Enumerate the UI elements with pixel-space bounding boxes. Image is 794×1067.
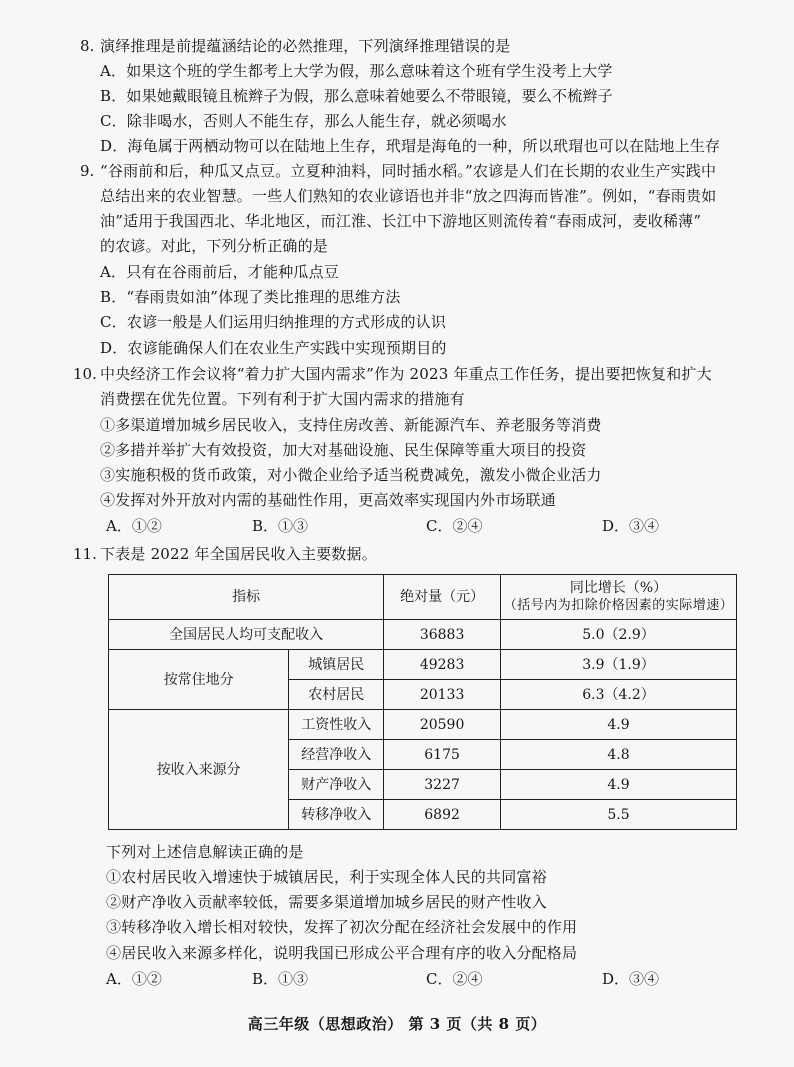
question-stem-line: 中央经济工作会议将“着力扩大国内需求”作为 2023 年重点工作任务，提出要把恢复和扩大 <box>100 365 712 383</box>
statement-1: ①农村居民收入增速快于城镇居民，利于实现全体人民的共同富裕 <box>106 868 547 886</box>
row-growth: 4.8 <box>500 740 736 770</box>
row-value: 20590 <box>384 710 501 740</box>
question-number: 9. <box>80 162 95 180</box>
row-value: 36883 <box>384 620 501 650</box>
row-growth: 4.9 <box>500 770 736 800</box>
row-growth: 3.9（1.9） <box>500 650 736 680</box>
statement-3: ③实施积极的货币政策，对小微企业给予适当税费减免，激发小微企业活力 <box>100 466 602 484</box>
page-footer: 高三年级（思想政治） 第 3 页（共 8 页） <box>247 1015 547 1033</box>
question-stem-line: 油”适用于我国西北、华北地区，而江淮、长江中下游地区则流传着“春雨成河，麦收稀薄” <box>100 212 702 230</box>
row-value: 6892 <box>384 800 501 830</box>
header-indicator: 指标 <box>109 575 384 620</box>
answer-choices <box>100 969 660 989</box>
income-table <box>108 574 737 830</box>
statement-1: ①多渠道增加城乡居民收入，支持住房改善、新能源汽车、养老服务等消费 <box>100 416 602 434</box>
group-label: 按常住地分 <box>109 650 289 710</box>
choice-b: B．①③ <box>252 970 309 988</box>
row-value: 49283 <box>384 650 501 680</box>
statement-4: ④居民收入来源多样化，说明我国已形成公平合理有序的收入分配格局 <box>106 944 578 962</box>
choice-c: C．②④ <box>426 970 483 988</box>
question-stem-line: 的农谚。对此，下列分析正确的是 <box>100 237 329 255</box>
header-growth-title: 同比增长（%） <box>569 580 668 596</box>
option-d: D．农谚能确保人们在农业生产实践中实现预期目的 <box>100 339 447 357</box>
choice-c: C．②④ <box>426 517 483 535</box>
question-number: 8. <box>80 37 95 55</box>
choice-b: B．①③ <box>252 517 309 535</box>
statement-3: ③转移净收入增长相对较快，发挥了初次分配在经济社会发展中的作用 <box>106 918 578 936</box>
row-growth: 4.9 <box>500 710 736 740</box>
header-absolute: 绝对量（元） <box>384 575 501 620</box>
statement-4: ④发挥对外开放对内需的基础性作用，更高效率实现国内外市场联通 <box>100 491 557 509</box>
table-header-row <box>109 575 737 620</box>
table-row <box>109 710 737 740</box>
header-growth-note: （括号内为扣除价格因素的实际增速） <box>503 598 734 613</box>
statement-2: ②财产净收入贡献率较低，需要多渠道增加城乡居民的财产性收入 <box>106 893 547 911</box>
option-a: A．如果这个班的学生都考上大学为假，那么意味着这个班有学生没考上大学 <box>100 62 613 80</box>
row-label: 工资性收入 <box>289 710 384 740</box>
row-value: 20133 <box>384 680 501 710</box>
row-label: 城镇居民 <box>289 650 384 680</box>
choice-a: A．①② <box>106 517 162 535</box>
group-label: 按收入来源分 <box>109 710 289 830</box>
row-value: 3227 <box>384 770 501 800</box>
row-label: 财产净收入 <box>289 770 384 800</box>
question-stem-line: 消费摆在优先位置。下列有利于扩大国内需求的措施有 <box>100 390 465 408</box>
choice-a: A．①② <box>106 970 162 988</box>
row-value: 6175 <box>384 740 501 770</box>
question-stem: 下表是 2022 年全国居民收入主要数据。 <box>100 545 377 563</box>
question-number: 11. <box>73 545 97 563</box>
question-stem-line: “谷雨前和后，种瓜又点豆。立夏种油料，同时插水稻。”农谚是人们在长期的农业生产实践中 <box>100 162 717 180</box>
row-growth: 6.3（4.2） <box>500 680 736 710</box>
row-label: 经营净收入 <box>289 740 384 770</box>
question-stem-line: 总结出来的农业智慧。一些人们熟知的农业谚语也并非“放之四海而皆准”。例如，“春雨贵如 <box>100 187 717 205</box>
answer-choices <box>100 516 660 536</box>
row-growth: 5.0（2.9） <box>500 620 736 650</box>
row-label: 全国居民人均可支配收入 <box>109 620 384 650</box>
statement-2: ②多措并举扩大有效投资，加大对基础设施、民生保障等重大项目的投资 <box>100 441 587 459</box>
option-a: A．只有在谷雨前后，才能种瓜点豆 <box>100 263 340 281</box>
option-c: C．农谚一般是人们运用归纳推理的方式形成的认识 <box>100 313 447 331</box>
choice-d: D．③④ <box>602 517 660 535</box>
row-label: 农村居民 <box>289 680 384 710</box>
option-d: D．海龟属于两栖动物可以在陆地上生存，玳瑁是海龟的一种，所以玳瑁也可以在陆地上生存 <box>100 137 721 155</box>
question-prompt: 下列对上述信息解读正确的是 <box>106 843 304 861</box>
header-growth <box>500 575 736 620</box>
choice-d: D．③④ <box>602 970 660 988</box>
option-b: B．“春雨贵如油”体现了类比推理的思维方法 <box>100 288 401 306</box>
option-c: C．除非喝水，否则人不能生存，那么人能生存，就必须喝水 <box>100 112 507 130</box>
row-growth: 5.5 <box>500 800 736 830</box>
question-number: 10. <box>73 365 97 383</box>
table-row <box>109 650 737 680</box>
row-label: 转移净收入 <box>289 800 384 830</box>
option-b: B．如果她戴眼镜且梳辫子为假，那么意味着她要么不带眼镜，要么不梳辫子 <box>100 87 613 105</box>
table-row <box>109 620 737 650</box>
question-stem: 演绎推理是前提蕴涵结论的必然推理，下列演绎推理错误的是 <box>100 37 511 55</box>
